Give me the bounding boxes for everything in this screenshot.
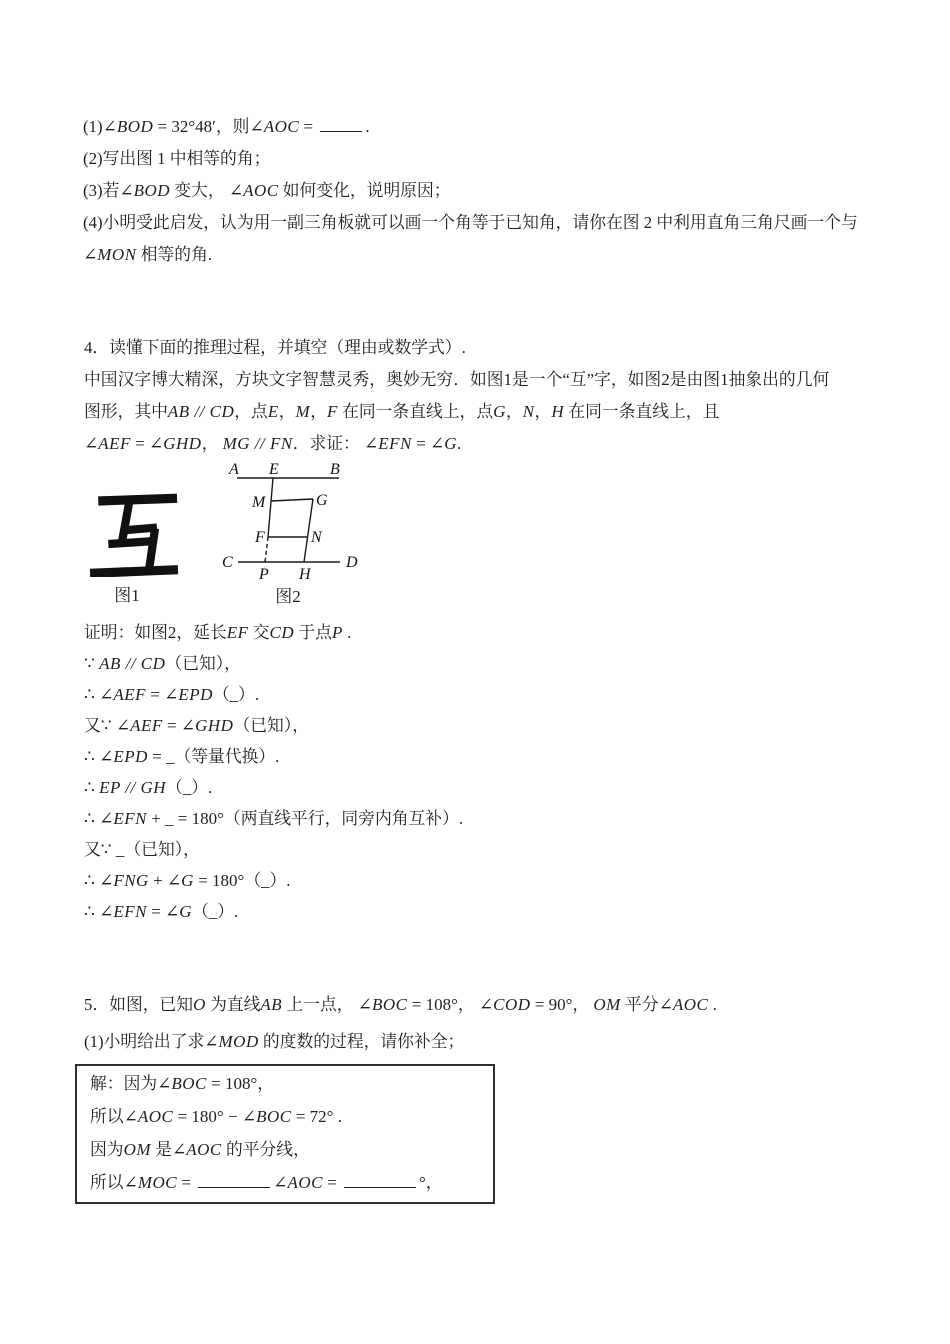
figure1-caption: 图1 xyxy=(114,586,140,605)
hu-top-bar xyxy=(98,498,177,501)
problem5-title xyxy=(84,990,717,1020)
text-segment: ， xyxy=(257,1074,275,1093)
text-segment: AOC xyxy=(263,117,300,136)
text-segment: BOC xyxy=(371,995,408,1014)
text-segment: ∠ xyxy=(102,117,117,136)
text-segment: EP // GH xyxy=(99,778,167,797)
text-segment: ∠ xyxy=(99,747,114,766)
blank-underline xyxy=(320,128,362,132)
text-segment: ∴ xyxy=(84,747,100,766)
text-segment: ∠ xyxy=(249,117,264,136)
text-segment: = 108° xyxy=(407,995,458,1014)
text-segment: ∵ xyxy=(84,654,100,673)
text-segment: 的度数的过程，请你补全； xyxy=(258,1032,465,1051)
text-segment: = 90° xyxy=(530,995,573,1014)
text-segment: 又 xyxy=(84,716,101,735)
text-segment: 平分 xyxy=(620,995,659,1014)
problem4-para-line-3 xyxy=(84,428,829,460)
text-segment: ， xyxy=(278,402,296,421)
text-segment: ∠ xyxy=(83,245,98,264)
solution-line-2 xyxy=(90,1100,493,1133)
text-segment: 图形，其中 xyxy=(84,402,168,421)
text-segment: ∴ xyxy=(84,902,100,921)
text-segment: ∠ xyxy=(364,434,379,453)
text-segment: ∠ xyxy=(204,1032,219,1051)
text-segment: F xyxy=(327,402,338,421)
text-segment: AB // CD xyxy=(99,654,166,673)
proof-line-10 xyxy=(84,896,463,927)
line-MG xyxy=(271,499,313,501)
text-segment: GHD xyxy=(163,434,202,453)
text-segment: （已知）， xyxy=(124,840,200,859)
proof-line-3 xyxy=(84,679,463,710)
text-segment: ∠ xyxy=(119,181,134,200)
hu-right-vertical xyxy=(149,528,155,572)
text-segment: (3)若 xyxy=(83,181,120,200)
text-segment: 交 xyxy=(248,623,270,642)
line-EF xyxy=(268,478,273,537)
blank-underline xyxy=(344,1184,416,1188)
text-segment: ，则 xyxy=(215,117,250,136)
text-segment: 4．读懂下面的推理过程，并填空（理由或数学式）. xyxy=(84,338,466,357)
text-segment: EPD xyxy=(178,685,213,704)
text-segment: GHD xyxy=(195,716,234,735)
text-segment: MG // FN xyxy=(222,434,293,453)
text-segment: 是一个“互”字，如图 xyxy=(512,370,662,389)
text-segment: ∠ xyxy=(99,685,114,704)
text-segment: = xyxy=(146,902,166,921)
text-segment: EFN xyxy=(378,434,412,453)
text-segment: = 180° − xyxy=(173,1107,242,1126)
text-segment: 抽象出的几何 xyxy=(728,370,830,389)
text-segment: CD xyxy=(269,623,295,642)
text-segment: （两直线平行，同旁内角互补）. xyxy=(223,809,464,828)
point-label-B: B xyxy=(330,461,340,478)
hu-bottom-bar xyxy=(90,570,178,574)
text-segment: ∠ xyxy=(241,1107,257,1126)
line-FP-dashed xyxy=(265,537,268,562)
text-segment: = xyxy=(411,434,430,453)
text-segment: AOC xyxy=(186,1140,222,1159)
point-label-P: P xyxy=(259,566,269,583)
proof-line-7 xyxy=(84,803,463,834)
text-segment: G xyxy=(179,902,193,921)
text-segment: ∠ xyxy=(157,1074,172,1093)
text-segment: ∠ xyxy=(115,716,131,735)
text-segment: 在同一条直线上，点 xyxy=(337,402,494,421)
text-segment: ∠ xyxy=(180,716,196,735)
text-segment: ∠ xyxy=(429,434,445,453)
text-segment: 于点 xyxy=(294,623,332,642)
text-segment: = xyxy=(130,434,149,453)
proof-line-9 xyxy=(84,865,463,896)
text-segment: = xyxy=(145,685,165,704)
text-segment: ， xyxy=(505,402,523,421)
point-label-F: F xyxy=(255,529,265,546)
text-segment: ∴ xyxy=(84,809,100,828)
text-segment: 又 xyxy=(84,840,101,859)
text-segment: BOC xyxy=(256,1107,292,1126)
text-segment: ， xyxy=(572,995,594,1014)
proof-line-5 xyxy=(84,741,463,772)
intro-line-2 xyxy=(83,143,858,175)
text-segment: 证明：如图 xyxy=(84,623,168,642)
proof-line-6 xyxy=(84,772,463,803)
text-segment: EFN xyxy=(113,809,147,828)
text-segment: EFN xyxy=(113,902,147,921)
text-segment: EF xyxy=(226,623,249,642)
intro-line-4 xyxy=(83,207,858,239)
text-segment: ∠ xyxy=(273,1173,288,1192)
text-segment: EPD xyxy=(113,747,148,766)
text-segment: ∵ _ xyxy=(100,840,125,859)
text-segment: 中国汉字博大精深，方块文字智慧灵秀，奥妙无穷．如图 xyxy=(84,370,504,389)
text-segment: = 72° . xyxy=(291,1107,342,1126)
text-segment: ∠ xyxy=(164,685,179,704)
text-segment: ∴ xyxy=(84,871,100,890)
text-segment: （_）. xyxy=(192,902,239,921)
hu-mid-low-bar xyxy=(108,541,151,544)
text-segment: （等量代换）. xyxy=(174,747,280,766)
solution-line-1 xyxy=(90,1067,493,1100)
problem4-para-line-1 xyxy=(84,364,829,396)
text-segment: M xyxy=(295,402,311,421)
text-segment: (1)小明给出了求 xyxy=(84,1032,205,1051)
intro-line-4-cont xyxy=(83,239,858,271)
text-segment: AEF xyxy=(98,434,131,453)
text-segment: 5．如图，已知 xyxy=(84,995,194,1014)
text-segment: N xyxy=(522,402,535,421)
text-segment: = _ xyxy=(147,747,175,766)
text-segment: O xyxy=(193,995,206,1014)
text-segment: OM xyxy=(123,1140,152,1159)
text-segment: ∠ xyxy=(172,1140,187,1159)
text-segment: 上一点， xyxy=(282,995,358,1014)
text-segment: AOC xyxy=(672,995,709,1014)
blank-underline xyxy=(198,1184,270,1188)
text-segment: G xyxy=(444,434,457,453)
text-segment: 所以 xyxy=(90,1173,124,1192)
text-segment: G xyxy=(493,402,506,421)
text-segment: ∠ xyxy=(658,995,673,1014)
proof-line-1 xyxy=(84,617,463,648)
text-segment: 解：因为 xyxy=(90,1074,158,1093)
text-segment: MOD xyxy=(218,1032,259,1051)
solution-box xyxy=(75,1064,495,1204)
text-segment: P xyxy=(331,623,343,642)
text-segment: . xyxy=(365,117,370,136)
point-label-H: H xyxy=(299,566,311,583)
text-segment: ，点 xyxy=(234,402,268,421)
text-segment: ， xyxy=(534,402,552,421)
point-label-A: A xyxy=(229,461,239,478)
text-segment: ， xyxy=(201,434,223,453)
text-segment: (4)小明受此启发，认为用一副三角板就可以画一个角等于已知角，请你在图 2 中利用直角三角尺画一个与 xyxy=(83,213,858,232)
text-segment: 2 xyxy=(167,623,177,642)
text-segment: ∠ xyxy=(123,1107,138,1126)
text-segment: COD xyxy=(493,995,531,1014)
hu-left-vertical xyxy=(122,501,129,541)
text-segment: MOC xyxy=(137,1173,178,1192)
problem4-title xyxy=(84,333,466,363)
text-segment: （已知）， xyxy=(165,654,241,673)
text-segment: BOC xyxy=(171,1074,207,1093)
text-segment: (2)写出图 1 中相等的角； xyxy=(83,149,271,168)
text-segment: H xyxy=(551,402,565,421)
text-segment: ．求证： xyxy=(292,434,365,453)
text-segment: G xyxy=(181,871,194,890)
text-segment: 为直线 xyxy=(205,995,261,1014)
point-label-D: D xyxy=(346,554,358,571)
text-segment: ∴ xyxy=(84,685,100,704)
text-segment: ∠ xyxy=(99,871,114,890)
text-segment: AOC xyxy=(243,181,279,200)
text-segment: AEF xyxy=(130,716,163,735)
problem5-subquestion xyxy=(84,1027,464,1057)
text-segment: ∠ xyxy=(228,181,244,200)
proof-line-4 xyxy=(84,710,463,741)
text-segment: = 108° xyxy=(206,1074,258,1093)
text-segment: ∠ xyxy=(165,902,180,921)
text-segment: ∠ xyxy=(357,995,372,1014)
text-segment: . xyxy=(708,995,717,1014)
proof-section xyxy=(84,617,463,927)
text-segment: AOC xyxy=(287,1173,323,1192)
text-segment: = xyxy=(299,117,318,136)
text-segment: = xyxy=(322,1173,342,1192)
text-segment: + xyxy=(148,871,167,890)
text-segment: = 180° xyxy=(193,871,245,890)
text-segment: °， xyxy=(419,1173,443,1192)
text-segment: 的平分线， xyxy=(221,1140,310,1159)
text-segment: FNG xyxy=(113,871,149,890)
text-segment: (1) xyxy=(83,117,103,136)
text-segment: AEF xyxy=(113,685,146,704)
text-segment: （_）. xyxy=(166,778,213,797)
text-segment: （_）. xyxy=(244,871,291,890)
text-segment: E xyxy=(267,402,279,421)
intro-line-1 xyxy=(83,111,858,143)
text-segment: ∠ xyxy=(99,902,114,921)
text-segment: 1 xyxy=(503,370,513,389)
text-segment: 如何变化，说明原因； xyxy=(278,181,451,200)
point-label-M: M xyxy=(252,494,266,511)
text-segment: 变大， xyxy=(170,181,229,200)
text-segment: ∴ xyxy=(84,778,100,797)
text-segment: ∠ xyxy=(478,995,494,1014)
hu-strokes xyxy=(88,490,180,577)
text-segment: 是 xyxy=(151,1140,173,1159)
text-segment: ∠ xyxy=(99,809,114,828)
figure1-hu-character-glyph xyxy=(88,490,180,577)
text-segment: AB // CD xyxy=(167,402,235,421)
text-segment: ， xyxy=(310,402,327,421)
point-label-C: C xyxy=(222,554,233,571)
text-segment: 是由图 xyxy=(669,370,721,389)
text-segment: ∠ xyxy=(149,434,164,453)
text-segment: 1 xyxy=(720,370,729,389)
point-label-E: E xyxy=(269,461,279,478)
text-segment: 所以 xyxy=(90,1107,124,1126)
text-segment: （_）. xyxy=(212,685,260,704)
figure2-diagram xyxy=(219,459,369,586)
text-segment: 2 xyxy=(661,370,670,389)
text-segment: ， xyxy=(457,995,479,1014)
text-segment: BOD xyxy=(133,181,171,200)
point-label-G: G xyxy=(316,492,328,509)
text-segment: ，延长 xyxy=(176,623,227,642)
intro-section xyxy=(83,111,858,271)
proof-line-2 xyxy=(84,648,463,679)
text-segment: = 32°48′ xyxy=(153,117,216,136)
text-segment: AB xyxy=(260,995,283,1014)
text-segment: OM xyxy=(593,995,621,1014)
text-segment: 因为 xyxy=(90,1140,124,1159)
point-label-N: N xyxy=(311,529,322,546)
intro-line-3 xyxy=(83,175,858,207)
proof-line-8 xyxy=(84,834,463,865)
text-segment: （已知）， xyxy=(233,716,309,735)
text-segment: 在同一条直线上，且 xyxy=(564,402,720,421)
text-segment: ∠ xyxy=(123,1173,138,1192)
text-segment: . xyxy=(457,434,462,453)
solution-line-4 xyxy=(90,1166,493,1199)
figure2-caption: 图2 xyxy=(275,587,301,606)
text-segment: AOC xyxy=(137,1107,174,1126)
text-segment: ∠ xyxy=(84,434,99,453)
text-segment: = xyxy=(162,716,181,735)
text-segment: = xyxy=(177,1173,196,1192)
text-segment: 相等的角. xyxy=(136,245,213,264)
solution-line-3 xyxy=(90,1133,493,1166)
text-segment: + _ = 180° xyxy=(146,809,224,828)
text-segment: ∠ xyxy=(166,871,182,890)
text-segment: ∵ xyxy=(100,716,116,735)
problem4-paragraph xyxy=(84,364,829,460)
text-segment: MON xyxy=(97,245,137,264)
text-segment: BOD xyxy=(116,117,154,136)
text-segment: . xyxy=(342,623,352,642)
problem4-para-line-2 xyxy=(84,396,829,428)
